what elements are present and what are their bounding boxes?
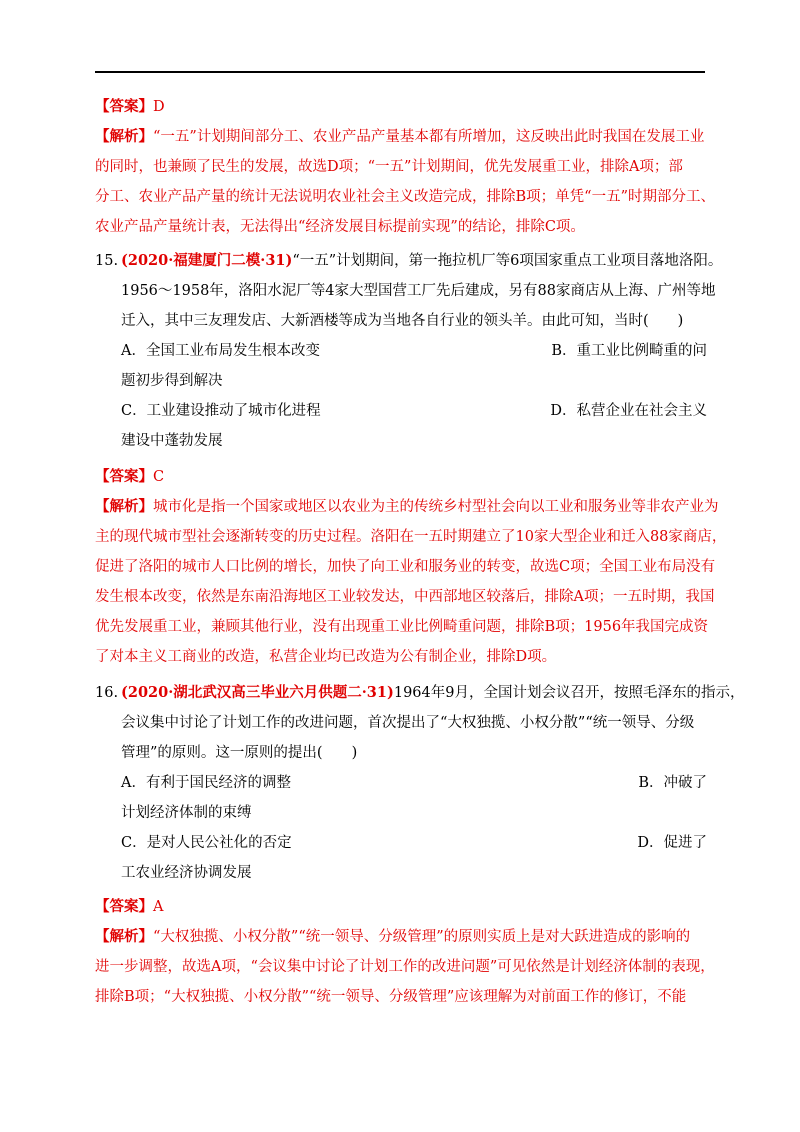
- q16-option-b-continued: 计划经济体制的束缚: [121, 805, 252, 821]
- q16-source: (2020·湖北武汉高三毕业六月供题二·31): [121, 684, 394, 701]
- q14-explanation-line-4: 农业产品产量统计表，无法得出“经济发展目标提前实现”的结论，排除C项。: [95, 219, 585, 235]
- q15-option-b: B．重工业比例畸重的问: [551, 343, 707, 359]
- q15-stem-first: 15. (2020·福建厦门二模·31)“一五”计划期间，第一拖拉机厂等6项国家重点工业项目落地洛阳。: [95, 252, 723, 269]
- q15-source: (2020·福建厦门二模·31): [121, 252, 293, 269]
- q14-explanation-line-2: 的同时，也兼顾了民生的发展，故选D项；“一五”计划期间，优先发展重工业，排除A项；部: [95, 159, 683, 175]
- q16-stem-line: 会议集中讨论了计划工作的改进问题，首次提出了“大权独揽、小权分散”“统一领导、分级: [121, 715, 695, 731]
- q15-explanation-line-5: 优先发展重工业，兼顾其他行业，没有出现重工业比例畸重问题，排除B项；1956年我国完成资: [95, 619, 709, 635]
- q14-answer-section: [95, 92, 715, 242]
- header-rule: [95, 71, 705, 73]
- q15-answer: 【答案】C: [95, 468, 165, 485]
- q16-stem-line: 管理”的原则。这一原则的提出( ): [121, 745, 358, 761]
- q16-answer: 【答案】A: [95, 898, 164, 915]
- q15-explanation-line-2: 主的现代城市型社会逐渐转变的历史过程。洛阳在一五时期建立了10家大型企业和迁入88家商店，: [95, 529, 727, 545]
- q14-explanation-line-1: 【解析】“一五”计划期间部分工、农业产品产量基本都有所增加，这反映出此时我国在发展工业: [95, 128, 705, 145]
- q15-explanation-line-1: 【解析】城市化是指一个国家或地区以农业为主的传统乡村型社会向以工业和服务业等非农产业为: [95, 498, 719, 515]
- q16-explanation-line-3: 排除B项；“大权独揽、小权分散”“统一领导、分级管理”应该理解为对前面工作的修订，不能: [95, 989, 687, 1005]
- q15-explanation-line-6: 了对本主义工商业的改造，私营企业均已改造为公有制企业，排除D项。: [95, 649, 557, 665]
- q15-stem-line: 迁入，其中三友理发店、大新酒楼等成为当地各自行业的领头羊。由此可知，当时( ): [121, 313, 684, 329]
- q16-explanation-line-2: 进一步调整，故选A项，“会议集中讨论了计划工作的改进问题”可见依然是计划经济体制的表现，: [95, 959, 715, 975]
- question-16: [95, 678, 745, 888]
- q15-stem-line: 1956～1958年，洛阳水泥厂等4家大型国营工厂先后建成，另有88家商店从上海、广州等地: [121, 283, 716, 299]
- q16-option-d-continued: 工农业经济协调发展: [121, 865, 252, 881]
- q15-option-a: A．全国工业布局发生根本改变: [121, 343, 320, 359]
- q15-explanation-line-4: 发生根本改变，依然是东南沿海地区工业较发达，中西部地区较落后，排除A项；一五时期，我国: [95, 589, 715, 605]
- question-15: [95, 246, 723, 456]
- q15-option-b-continued: 题初步得到解决: [121, 373, 223, 389]
- q16-option-b: B．冲破了: [638, 775, 707, 791]
- q15-option-c: C．工业建设推动了城市化进程: [121, 403, 321, 419]
- q16-option-d: D．促进了: [637, 835, 707, 851]
- q16-explanation-line-1: 【解析】“大权独揽、小权分散”“统一领导、分级管理”的原则实质上是对大跃进造成的影响的: [95, 928, 691, 945]
- q16-stem-first: 16. (2020·湖北武汉高三毕业六月供题二·31)1964年9月，全国计划会议召开，按照毛泽东的指示，: [95, 684, 745, 701]
- q16-option-c: C．是对人民公社化的否定: [121, 835, 292, 851]
- q16-option-a: A．有利于国民经济的调整: [121, 775, 291, 791]
- q15-option-d-continued: 建设中蓬勃发展: [121, 433, 223, 449]
- q14-explanation-line-3: 分工、农业产品产量的统计无法说明农业社会主义改造完成，排除B项；单凭“一五”时期部分工、: [95, 189, 715, 205]
- q15-explanation-line-3: 促进了洛阳的城市人口比例的增长，加快了向工业和服务业的转变，故选C项；全国工业布局没有: [95, 559, 716, 575]
- q15-answer-section: [95, 462, 727, 672]
- q16-options-row-ab: [95, 768, 707, 798]
- q15-options-row-ab: [95, 336, 707, 366]
- q16-answer-section: [95, 892, 715, 1012]
- q16-options-row-cd: [95, 828, 707, 858]
- q14-answer: 【答案】D: [95, 98, 165, 115]
- q15-options-row-cd: [95, 396, 707, 426]
- q15-option-d: D．私营企业在社会主义: [550, 403, 707, 419]
